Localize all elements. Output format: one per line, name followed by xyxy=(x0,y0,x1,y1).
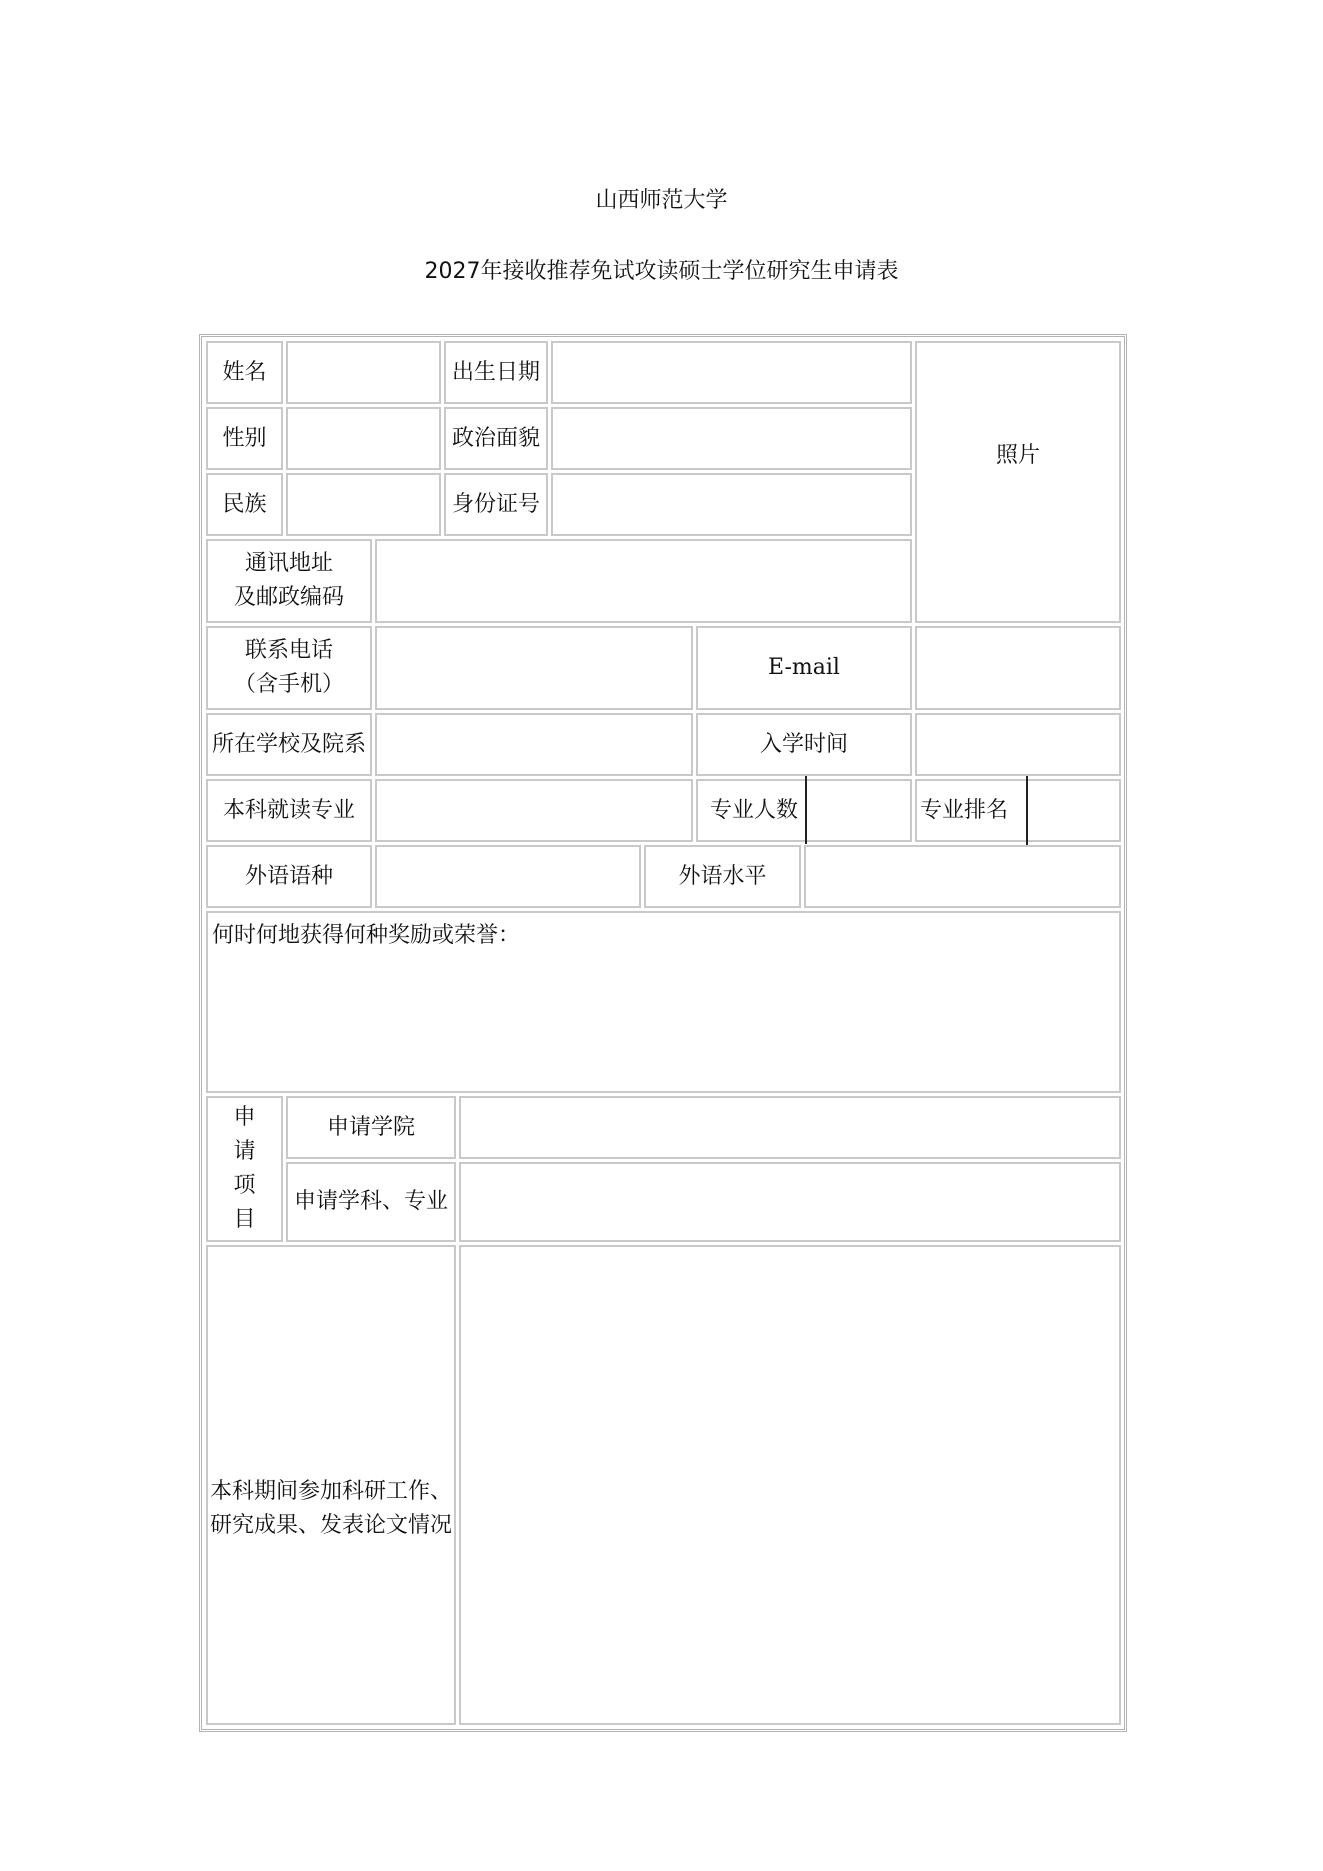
birth-date-field[interactable] xyxy=(551,341,912,404)
name-label: 姓名 xyxy=(206,341,283,404)
research-label-line2: 研究成果、发表论文情况 xyxy=(209,1513,452,1538)
id-number-field[interactable] xyxy=(551,473,912,536)
email-field[interactable] xyxy=(915,626,1121,710)
language-field[interactable] xyxy=(375,845,641,908)
apply-item-char-4: 目 xyxy=(233,1207,256,1232)
enrollment-time-label: 入学时间 xyxy=(696,713,912,776)
address-label-line1: 通讯地址 xyxy=(244,551,333,576)
gender-label: 性别 xyxy=(206,407,283,470)
apply-major-label: 申请学科、专业 xyxy=(286,1162,456,1242)
major-count-label: 专业人数 xyxy=(709,797,798,823)
language-label: 外语语种 xyxy=(206,845,372,908)
enrollment-time-field[interactable] xyxy=(915,713,1121,776)
name-field[interactable] xyxy=(286,341,441,404)
awards-label: 何时何地获得何种奖励或荣誉： xyxy=(212,923,521,948)
ethnicity-field[interactable] xyxy=(286,473,441,536)
phone-label xyxy=(206,626,372,710)
apply-item-char-2: 请 xyxy=(233,1139,256,1164)
awards-box[interactable] xyxy=(206,911,1121,1093)
research-label xyxy=(206,1245,456,1725)
apply-item-label xyxy=(206,1096,283,1242)
undergrad-major-label: 本科就读专业 xyxy=(206,779,372,842)
major-rank-cell xyxy=(915,779,1121,842)
birth-date-label: 出生日期 xyxy=(444,341,548,404)
gender-field[interactable] xyxy=(286,407,441,470)
major-rank-label: 专业排名 xyxy=(919,797,1008,823)
school-field[interactable] xyxy=(375,713,693,776)
research-field[interactable] xyxy=(459,1245,1121,1725)
political-status-field[interactable] xyxy=(551,407,912,470)
apply-major-field[interactable] xyxy=(459,1162,1121,1242)
political-status-label: 政治面貌 xyxy=(444,407,548,470)
form-title: 2027年接收推荐免试攻读硕士学位研究生申请表 xyxy=(424,259,899,284)
language-level-field[interactable] xyxy=(804,845,1121,908)
ethnicity-label: 民族 xyxy=(206,473,283,536)
apply-college-label: 申请学院 xyxy=(286,1096,456,1159)
university-title: 山西师范大学 xyxy=(595,188,728,213)
phone-label-line2: （含手机） xyxy=(233,672,344,697)
major-count-cell xyxy=(696,779,912,842)
school-label: 所在学校及院系 xyxy=(206,713,372,776)
photo-label: 照片 xyxy=(995,443,1040,468)
address-field[interactable] xyxy=(375,539,912,623)
phone-label-line1: 联系电话 xyxy=(244,638,333,663)
major-rank-divider xyxy=(1026,776,1028,848)
major-count-divider xyxy=(805,776,807,844)
email-label: E-mail xyxy=(696,626,912,710)
address-label xyxy=(206,539,372,623)
apply-college-field[interactable] xyxy=(459,1096,1121,1159)
photo-box[interactable] xyxy=(915,341,1121,623)
address-label-line2: 及邮政编码 xyxy=(233,585,344,610)
phone-field[interactable] xyxy=(375,626,693,710)
language-level-label: 外语水平 xyxy=(644,845,801,908)
apply-item-char-1: 申 xyxy=(233,1105,256,1130)
apply-item-char-3: 项 xyxy=(233,1173,256,1198)
research-label-line1: 本科期间参加科研工作、 xyxy=(209,1479,452,1504)
undergrad-major-field[interactable] xyxy=(375,779,693,842)
id-number-label: 身份证号 xyxy=(444,473,548,536)
